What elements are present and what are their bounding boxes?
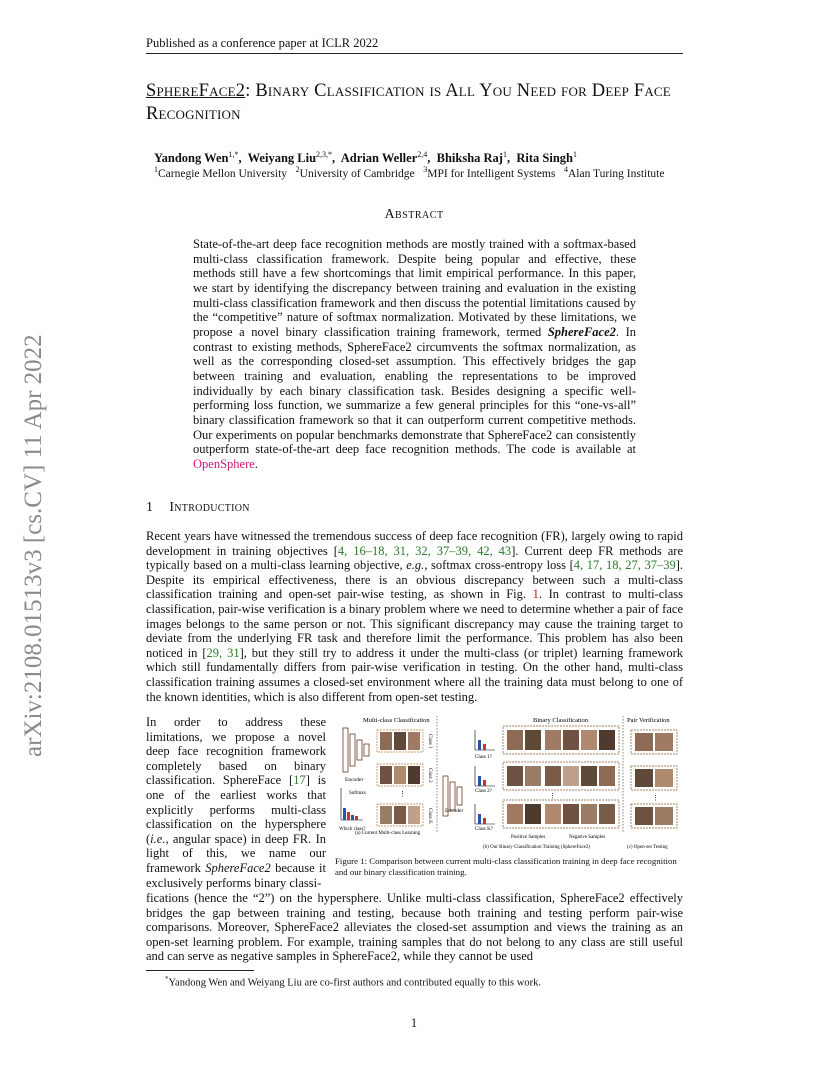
classkq-label: Class K? bbox=[475, 827, 493, 832]
binary-histograms bbox=[475, 730, 495, 824]
arxiv-stamp: arXiv:2108.01513v3 [cs.CV] 11 Apr 2022 bbox=[20, 334, 47, 757]
figure-ref-link[interactable]: 1 bbox=[532, 587, 539, 602]
vertical-dots: ⋮ bbox=[652, 794, 659, 802]
softmax-label: Softmax bbox=[349, 791, 366, 796]
encoder-label-b: Encoder bbox=[445, 808, 464, 814]
text-run: because it exclusively performs binary classi- bbox=[146, 860, 326, 890]
text-italic: SphereFace2 bbox=[205, 860, 271, 875]
abstract-emphasis: SphereFace2 bbox=[547, 324, 616, 339]
footnote-text: Yandong Wen and Weiyang Liu are co-first authors and contributed equally to this work. bbox=[168, 977, 541, 989]
footnote-rule bbox=[146, 970, 254, 971]
footnote bbox=[165, 975, 541, 989]
affiliation-list bbox=[154, 165, 664, 180]
abstract-part: . In contrast to existing methods, SphereFace2 circumvents the softmax normalization, as well as the corresponding closed-set assumption. This effectively bridges the gap between training and evaluation, enabling the representations to be improved individually by each binary classification task. Besides designing a specific well-performing loss function, we summarize a few general principles for this “one-vs-all” binary classification framework so that it can outperform current competitive methods. Our experiments on popular benchmarks demonstrate that SphereFace2 can consistently outperform state-of-the-art deep face recognition methods. The code is available at bbox=[193, 324, 636, 457]
text-run: , softmax cross-entropy loss [ bbox=[424, 558, 574, 573]
author-name: Weiyang Liu bbox=[247, 151, 317, 166]
text-run: , angular space) in deep FR. In light of this, we name our framework bbox=[146, 831, 326, 875]
affil-sup: 3 bbox=[423, 165, 428, 174]
vertical-dots: ⋮ bbox=[549, 792, 556, 800]
affil-sup: 1 bbox=[154, 165, 158, 174]
title-rest: : Binary Classification is All You Need for Deep Face Recognition bbox=[146, 81, 671, 124]
footnote-mark: * bbox=[165, 975, 169, 983]
title-sphereface2-link[interactable]: SphereFace2 bbox=[146, 81, 246, 101]
author-sup: 2,3,* bbox=[316, 150, 333, 159]
citation-link[interactable]: 4, 16–18, 31, 32, 37–39, 42, 43 bbox=[337, 543, 512, 558]
text-run: ]. Current deep FR methods are typically based on a multi-class learning objective, bbox=[146, 543, 683, 573]
author-sup: 2,4 bbox=[417, 150, 428, 159]
section-heading bbox=[146, 500, 250, 516]
text-run: ] is one of the earliest works that explicitly performs multi-class classification on the hypersphere ( bbox=[146, 773, 327, 846]
opensphere-link[interactable]: OpenSphere bbox=[193, 456, 255, 471]
positive-samples-label: Positive Samples bbox=[511, 835, 546, 840]
author-list: Yandong Wen$^{1,*}$, Weiyang Liu$^{2,3,*}$, Adrian Weller$^{2,4}$, Bhiksha Raj$^1$, Rita Singh$^1$ bbox=[154, 150, 577, 166]
classk-label: Class K bbox=[427, 808, 432, 824]
abstract-part: . bbox=[254, 456, 258, 471]
text-run: ], but they still try to address it under the multi-class (or triplet) learning framework which still fundamentally differs from pair-wise verification in testing. On the other hand, multi-class classification training assumes a closed-set environment where all the training data must belong to one of the known identities, which is also different from open-set testing. bbox=[146, 645, 684, 704]
panel-b-title: Binary Classification bbox=[533, 717, 589, 724]
conference-header: Published as a conference paper at ICLR 2022 bbox=[146, 36, 379, 50]
text-italic: i.e. bbox=[150, 831, 166, 846]
face-thumbnails-b bbox=[507, 730, 615, 824]
intro-paragraph-1 bbox=[146, 529, 683, 704]
author-sup: 1,* bbox=[228, 150, 239, 159]
header-rule bbox=[146, 53, 683, 54]
panel-c-title: Pair Verification bbox=[627, 717, 670, 724]
which-class-label: Which class? bbox=[339, 827, 366, 832]
author-name: Yandong Wen bbox=[154, 151, 229, 166]
affil-name: Alan Turing Institute bbox=[567, 167, 665, 180]
face-thumbnails-a bbox=[380, 732, 420, 824]
negative-samples-label: Negative Samples bbox=[569, 835, 606, 840]
citation-link[interactable]: 4, 17, 18, 27, 37–39 bbox=[573, 558, 676, 573]
text-run: Recent years have witnessed the tremendous success of deep face recognition (FR), largely owing to rapid development in training objectives [ bbox=[146, 529, 683, 558]
vertical-dots: ⋮ bbox=[399, 790, 406, 798]
figure-1 bbox=[333, 712, 683, 852]
paper-title bbox=[146, 80, 706, 126]
abstract-heading: Abstract bbox=[384, 207, 444, 222]
encoder-bars-a bbox=[343, 728, 369, 772]
text-run: . In contrast to multi-class classification, pair-wise verification is a binary problem where we need to determine whether a pair of face images belongs to the same person or not. This significant discrepancy may cause the training target to deviate from the underlying FR task and therefore limit the performance. This problem has also been noticed in [ bbox=[146, 587, 683, 660]
text-italic: e.g. bbox=[406, 558, 425, 573]
affil-name: MPI for Intelligent Systems bbox=[427, 167, 556, 180]
author-sup: 1 bbox=[502, 150, 507, 159]
abstract-text bbox=[193, 237, 636, 472]
subcaption-c: (c) Open-set Testing bbox=[627, 845, 668, 850]
figure-caption: Figure 1: Comparison between current multi-class classification training in deep face recognition and our binary classification training. bbox=[335, 856, 677, 877]
text-run: ]. Despite its empirical effectiveness, there is an obvious discrepancy between such a multi-class classification training and open-set pair-wise testing, as shown in Fig. bbox=[146, 558, 684, 602]
panel-a-title: Multi-class Classification bbox=[363, 717, 430, 724]
text-run: In order to address these limitations, we propose a novel deep face recognition framework completely based on binary classification. SphereFace [ bbox=[146, 715, 326, 788]
author-name: Bhiksha Raj bbox=[436, 151, 503, 166]
abstract-part: State-of-the-art deep face recognition methods are mostly trained with a softmax-based multi-class classification framework. Despite being popular and effective, these methods still have a few shortcomings that limit empirical performance. In this paper, we start by identifying the discrepancy between training and evaluation in the existing multi-class classification framework and then discuss the potential limitations caused by the “competitive” nature of softmax normalization. Motivated by these limitations, we propose a novel binary classification training framework, termed bbox=[193, 237, 636, 339]
class2-label: Class 2 bbox=[427, 768, 432, 783]
affil-sup: 4 bbox=[563, 165, 568, 174]
page-number: 1 bbox=[410, 1016, 418, 1030]
section-title: Introduction bbox=[169, 500, 250, 515]
affil-name: University of Cambridge bbox=[299, 167, 415, 180]
section-number: 1 bbox=[146, 500, 154, 515]
class2q-label: Class 2? bbox=[475, 789, 492, 794]
subcaption-b: (b) Our Binary Classification Training (SphereFace2) bbox=[483, 845, 591, 850]
affil-sup: 2 bbox=[295, 165, 300, 174]
intro-paragraph-2-continued: fications (hence the “2”) on the hypersphere. Unlike multi-class classification, SphereFace2 effectively bridges the gap between training and testing, because both training and testing perform pair-wise comparisons. Moreover, SphereFace2 alleviates the closed-set assumption and views the training as an open-set learning problem. For example, training samples that do not belong to any class are still useful and can serve as negative samples in SphereFace2, while they cannot be used bbox=[146, 891, 683, 964]
citation-link[interactable]: 17 bbox=[293, 773, 306, 788]
class1-label: Class 1 bbox=[427, 734, 432, 749]
citation-link[interactable]: 29, 31 bbox=[206, 645, 240, 660]
author-sup: 1 bbox=[572, 150, 577, 159]
face-thumbnails-c bbox=[635, 733, 673, 825]
subcaption-a: (a) Current Multi-class Learning bbox=[355, 831, 421, 836]
intro-paragraph-2 bbox=[146, 715, 326, 890]
author-name: Adrian Weller bbox=[340, 151, 418, 166]
encoder-label-a: Encoder bbox=[345, 777, 364, 783]
class1q-label: Class 1? bbox=[475, 755, 492, 760]
author-name: Rita Singh bbox=[516, 151, 573, 166]
affil-name: Carnegie Mellon University bbox=[158, 167, 288, 180]
